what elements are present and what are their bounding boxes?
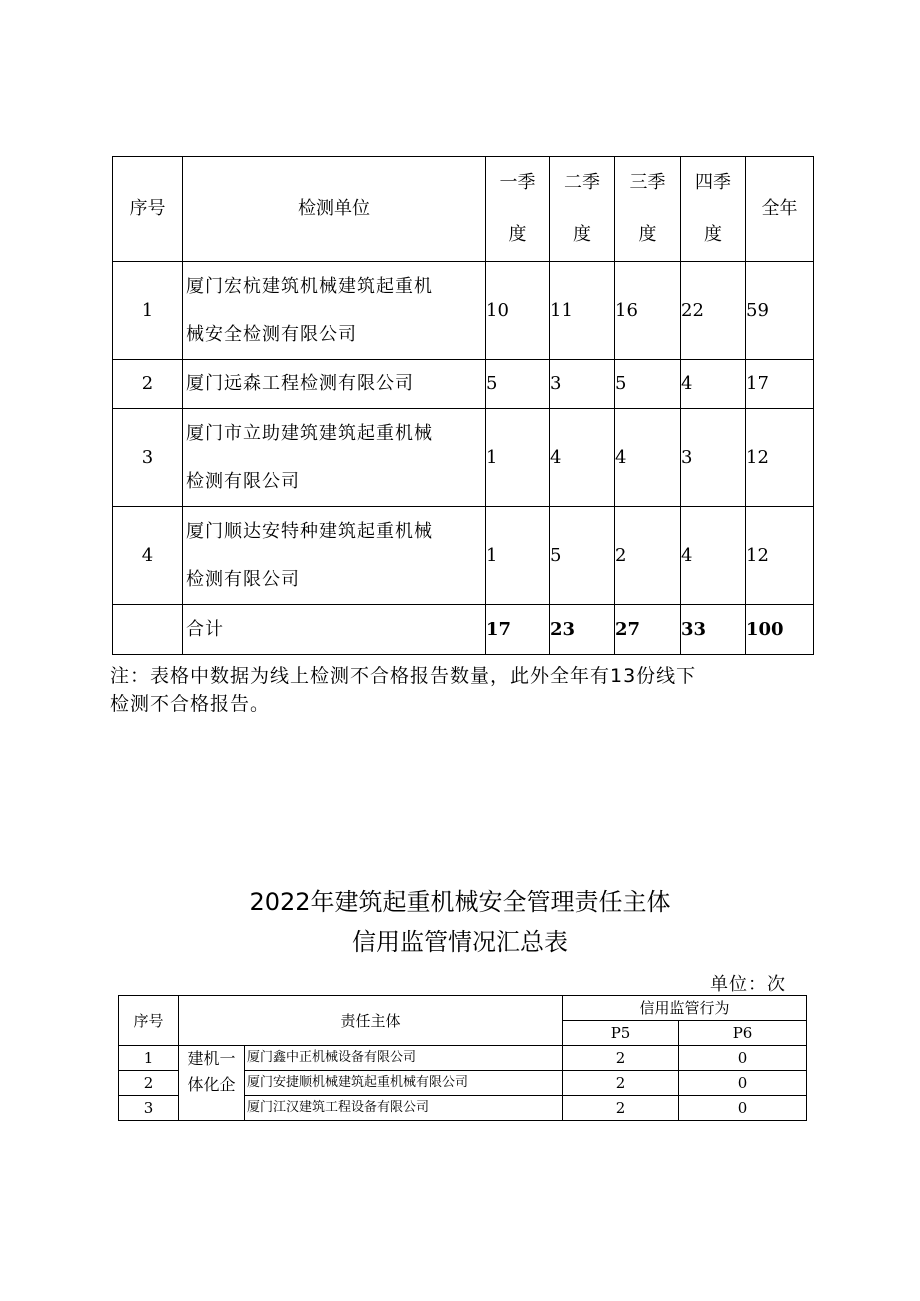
row-unit: 厦门远森工程检测有限公司 <box>183 360 486 409</box>
row-p6: 0 <box>679 1046 807 1071</box>
header-q1: 一季 度 <box>486 157 550 262</box>
row-q3: 4 <box>615 409 681 507</box>
row-p6: 0 <box>679 1096 807 1121</box>
credit-table <box>118 995 807 1121</box>
header-q4: 四季 度 <box>681 157 746 262</box>
header-p5: P5 <box>563 1021 679 1046</box>
row-p6: 0 <box>679 1071 807 1096</box>
header-seq: 序号 <box>113 157 183 262</box>
row-seq: 1 <box>119 1046 179 1071</box>
row-name: 厦门江汉建筑工程设备有限公司 <box>245 1096 563 1121</box>
unit-label: 单位：次 <box>710 974 786 995</box>
row-q4: 22 <box>681 262 746 360</box>
row-q1: 5 <box>486 360 550 409</box>
row-q3: 5 <box>615 360 681 409</box>
row-p5: 2 <box>563 1096 679 1121</box>
total-row <box>113 605 814 655</box>
row-q3: 2 <box>615 507 681 605</box>
row-seq: 3 <box>119 1096 179 1121</box>
group-label: 建机一 体化企 <box>179 1046 245 1121</box>
row-q4: 4 <box>681 507 746 605</box>
row-unit: 厦门宏杭建筑机械建筑起重机 械安全检测有限公司 <box>183 262 486 360</box>
row-name: 厦门安捷顺机械建筑起重机械有限公司 <box>245 1071 563 1096</box>
header-seq: 序号 <box>119 996 179 1046</box>
inspection-table <box>112 156 814 655</box>
table-row <box>113 507 814 605</box>
header-year: 全年 <box>746 157 814 262</box>
row-q1: 1 <box>486 409 550 507</box>
table-row <box>113 262 814 360</box>
document-title: 2022年建筑起重机械安全管理责任主体 <box>249 888 671 916</box>
row-unit: 厦门市立助建筑建筑起重机械 检测有限公司 <box>183 409 486 507</box>
row-q2: 4 <box>550 409 615 507</box>
table-row <box>119 1046 807 1071</box>
header-q2: 二季 度 <box>550 157 615 262</box>
table-row <box>113 409 814 507</box>
row-seq: 2 <box>113 360 183 409</box>
total-q1: 17 <box>486 605 550 655</box>
row-seq: 2 <box>119 1071 179 1096</box>
row-q3: 16 <box>615 262 681 360</box>
total-q2: 23 <box>550 605 615 655</box>
document-subtitle: 信用监管情况汇总表 <box>352 928 568 956</box>
total-q3: 27 <box>615 605 681 655</box>
header-unit: 检测单位 <box>183 157 486 262</box>
row-year: 17 <box>746 360 814 409</box>
row-year: 12 <box>746 507 814 605</box>
row-seq: 3 <box>113 409 183 507</box>
header-subject: 责任主体 <box>179 996 563 1046</box>
table-header-row <box>119 996 807 1021</box>
total-year: 100 <box>746 605 814 655</box>
row-p5: 2 <box>563 1071 679 1096</box>
row-q1: 1 <box>486 507 550 605</box>
note-line-1: 注：表格中数据为线上检测不合格报告数量，此外全年有13份线下 <box>110 665 697 687</box>
row-q4: 3 <box>681 409 746 507</box>
row-seq: 1 <box>113 262 183 360</box>
row-seq: 4 <box>113 507 183 605</box>
header-credit: 信用监管行为 <box>563 996 807 1021</box>
row-year: 12 <box>746 409 814 507</box>
total-label: 合计 <box>183 605 486 655</box>
note-line-2: 检测不合格报告。 <box>110 693 271 715</box>
total-q4: 33 <box>681 605 746 655</box>
row-q2: 5 <box>550 507 615 605</box>
total-seq-empty <box>113 605 183 655</box>
header-q3: 三季 度 <box>615 157 681 262</box>
row-year: 59 <box>746 262 814 360</box>
row-q2: 3 <box>550 360 615 409</box>
row-name: 厦门鑫中正机械设备有限公司 <box>245 1046 563 1071</box>
header-p6: P6 <box>679 1021 807 1046</box>
table-note <box>110 662 810 718</box>
table-row <box>113 360 814 409</box>
row-p5: 2 <box>563 1046 679 1071</box>
table-header-row <box>113 157 814 262</box>
row-q4: 4 <box>681 360 746 409</box>
row-q1: 10 <box>486 262 550 360</box>
row-q2: 11 <box>550 262 615 360</box>
row-unit: 厦门顺达安特种建筑起重机械 检测有限公司 <box>183 507 486 605</box>
